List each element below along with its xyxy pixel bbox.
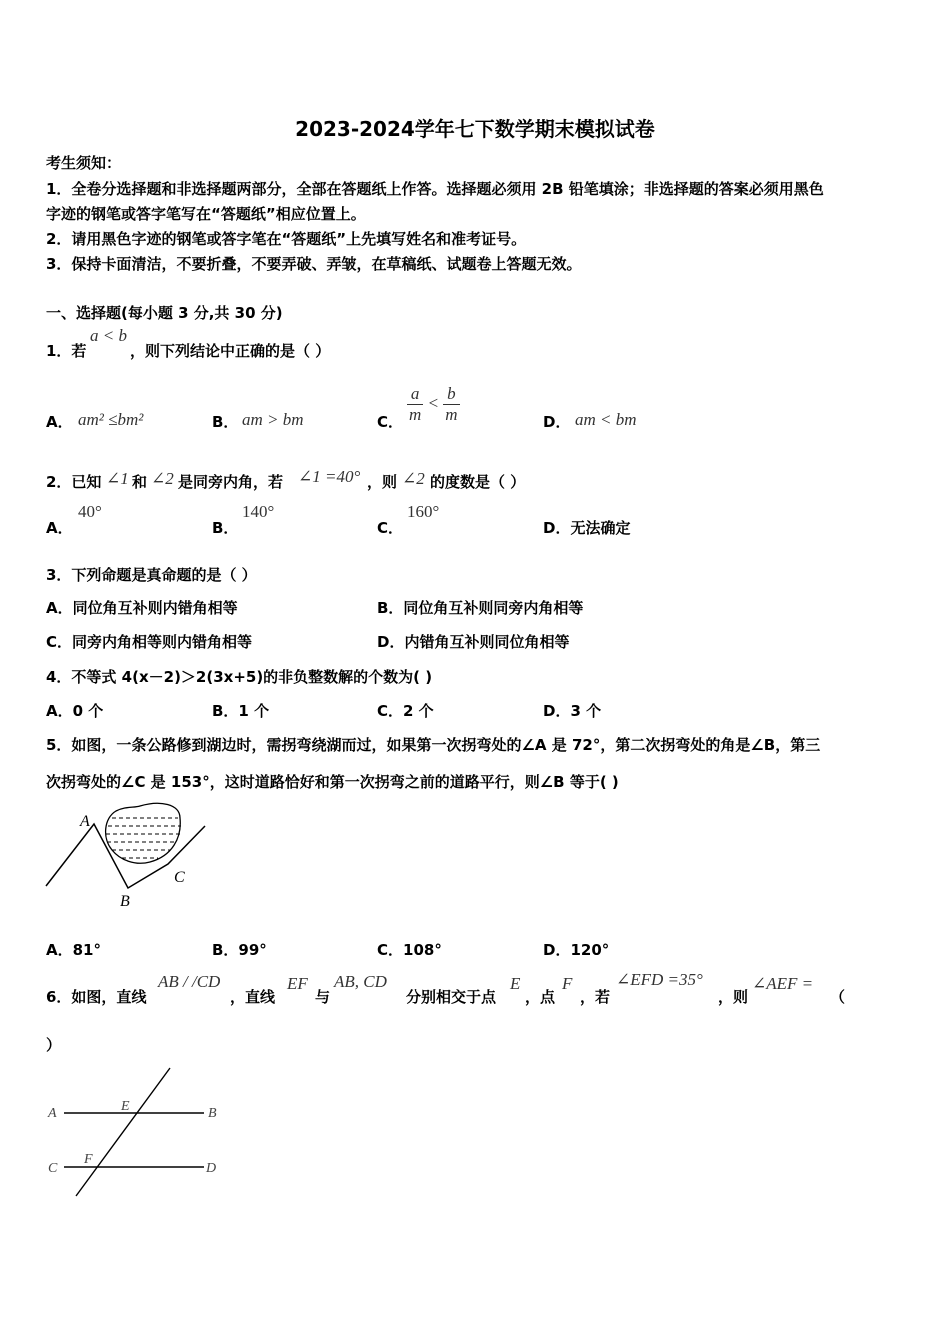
q3-option-b: B．同位角互补则同旁内角相等 [377, 599, 584, 617]
section-heading: 一、选择题(每小题 3 分,共 30 分) [46, 304, 283, 322]
q4-option-a: A．0 个 [46, 702, 104, 720]
q1-option-c-label: C． [377, 413, 404, 431]
q2-p5: 的度数是（ ） [430, 473, 526, 491]
q6-p3: 与 [315, 988, 331, 1006]
q3-option-d: D．内错角互补则同位角相等 [377, 633, 570, 651]
fig-label-b: B [120, 893, 130, 910]
q2-option-c-label: C． [377, 519, 404, 537]
fig-label-d: D [206, 1161, 217, 1176]
fig-label-f: F [84, 1152, 93, 1167]
q6-p2: ，直线 [230, 988, 276, 1006]
q5-option-d: D．120° [543, 941, 610, 959]
q1-prefix: 1．若 [46, 342, 87, 360]
q1-option-c-math: $\frac{a}{m}$ < $\frac{b}{m}$ [409, 384, 458, 424]
fig-label-c: C [48, 1161, 58, 1176]
q5-option-c: C．108° [377, 941, 442, 959]
q6-asked-angle: ∠AEF = [752, 974, 814, 993]
q2-option-c-value: 160° [407, 502, 440, 521]
q2-p1: 2．已知 [46, 473, 102, 491]
fig-label-c: C [174, 869, 185, 886]
q4-option-b: B．1 个 [212, 702, 270, 720]
q4-stem: 4．不等式 4(x－2)＞2(3x+5)的非负整数解的个数为( ) [46, 668, 433, 686]
q2-angle-2: ∠2 [151, 469, 174, 488]
q1-option-a-math: am² ≤bm² [78, 410, 144, 429]
q3-option-c: C．同旁内角相等则内错角相等 [46, 633, 253, 651]
fraction-b-over-m: $\frac{b}{m}$ [445, 384, 458, 424]
q6-point-f: F [562, 974, 573, 993]
q6-ef: EF [287, 974, 308, 993]
q3-stem: 3．下列命题是真命题的是（ ） [46, 566, 257, 584]
q6-ab-parallel-cd: AB / /CD [158, 972, 221, 991]
q2-option-b-label: B． [212, 519, 239, 537]
q1-option-a-label: A． [46, 413, 73, 431]
notice-line-2: 2．请用黑色字迹的钢笔或答字笔在“答题纸”上先填写姓名和准考证号。 [46, 230, 527, 248]
q2-option-a-value: 40° [78, 502, 102, 521]
q6-p6: ，若 [580, 988, 611, 1006]
fig-label-b: B [208, 1106, 217, 1121]
q5-line-1: 5．如图，一条公路修到湖边时，需拐弯绕湖而过，如果第一次拐弯处的∠A 是 72°，第二次拐弯处的角是∠B，第三 [46, 736, 821, 754]
notice-line-1b: 字迹的钢笔或答字笔写在“答题纸”相应位置上。 [46, 205, 366, 223]
q2-option-b-value: 140° [242, 502, 275, 521]
q4-option-d: D．3 个 [543, 702, 602, 720]
q6-point-e: E [510, 974, 521, 993]
q2-p4: ，则 [367, 473, 398, 491]
q2-p2: 和 [132, 473, 148, 491]
q4-option-c: C．2 个 [377, 702, 434, 720]
q6-close: ） [46, 1036, 62, 1054]
notice-line-1: 1．全卷分选择题和非选择题两部分，全部在答题纸上作答。选择题必须用 2B 铅笔填涂；非选择题的答案必须用黑色 [46, 180, 824, 198]
q1-option-d-math: am < bm [575, 410, 637, 429]
q1-option-d-label: D． [543, 413, 571, 431]
q5-line-2: 次拐弯处的∠C 是 153°，这时道路恰好和第一次拐弯之前的道路平行，则∠B 等于( ) [46, 773, 619, 791]
q2-angle-3: ∠2 [402, 469, 425, 488]
q1-option-b-label: B． [212, 413, 239, 431]
q2-angle-1: ∠1 [106, 469, 129, 488]
q2-p3: 是同旁内角，若 [178, 473, 284, 491]
q6-p5: ，点 [525, 988, 556, 1006]
fig-label-a: A [80, 813, 90, 830]
fig-label-e: E [121, 1099, 130, 1114]
q1-condition: a < b [90, 326, 127, 345]
q6-p8: （ [830, 988, 846, 1006]
q5-lake-road-figure [40, 798, 220, 916]
notice-heading: 考生须知： [46, 154, 122, 172]
q2-equation: ∠1 =40° [298, 467, 361, 486]
q3-option-a: A．同位角互补则内错角相等 [46, 599, 238, 617]
q6-ab-cd: AB, CD [334, 972, 387, 991]
page-title: 2023-2024学年七下数学期末模拟试卷 [295, 117, 655, 141]
q1-suffix: ，则下列结论中正确的是（ ） [130, 342, 331, 360]
q1-option-b-math: am > bm [242, 410, 304, 429]
q6-parallel-lines-figure [40, 1062, 230, 1202]
q6-p4: 分别相交于点 [406, 988, 497, 1006]
q6-given-angle: ∠EFD =35° [616, 970, 703, 989]
fraction-a-over-m: $\frac{a}{m}$ [409, 384, 422, 424]
fig-label-a: A [48, 1106, 57, 1121]
q6-p7: ，则 [718, 988, 749, 1006]
q5-option-a: A．81° [46, 941, 101, 959]
q5-option-b: B．99° [212, 941, 267, 959]
q2-option-a-label: A． [46, 519, 73, 537]
q6-p1: 6．如图，直线 [46, 988, 147, 1006]
notice-line-3: 3．保持卡面清洁，不要折叠，不要弄破、弄皱，在草稿纸、试题卷上答题无效。 [46, 255, 582, 273]
q2-option-d: D．无法确定 [543, 519, 631, 537]
